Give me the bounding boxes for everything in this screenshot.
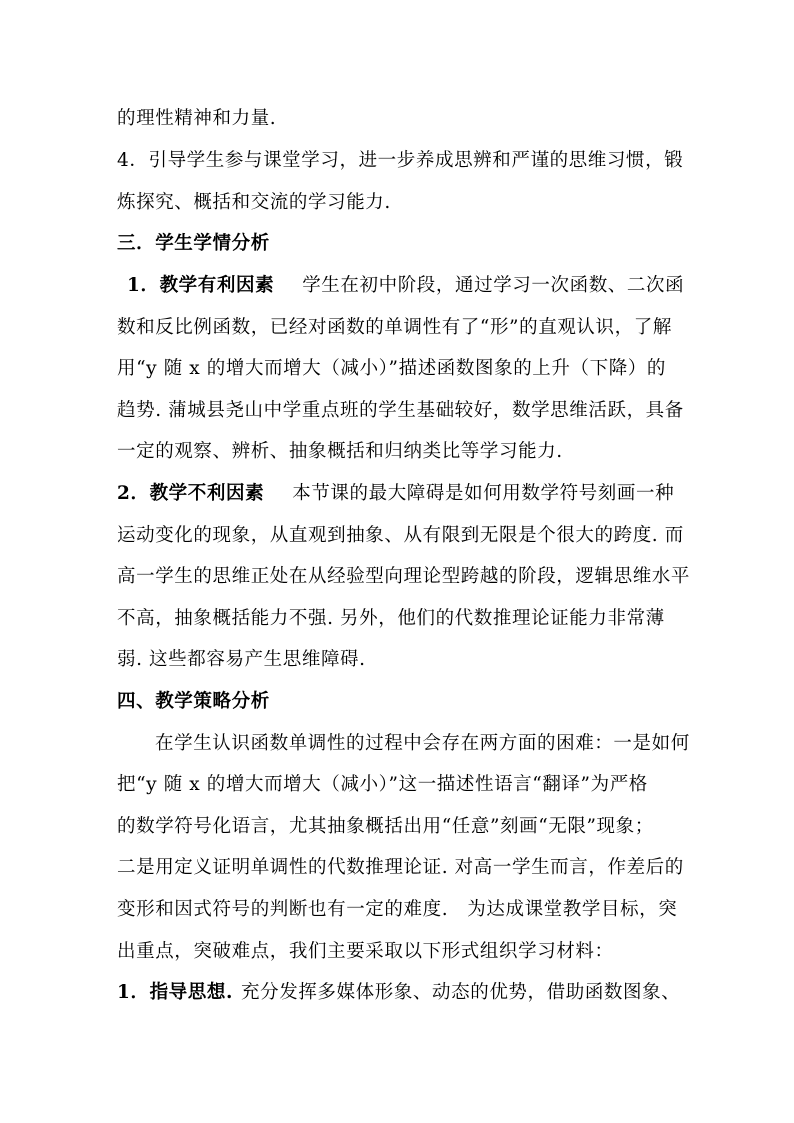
paragraph-line: 在学生认识函数单调性的过程中会存在两方面的困难：一是如何 (155, 733, 690, 754)
paragraph-line: 把“y 随 x 的增大而增大（减小）”这一描述性语言“翻译”为严格 (117, 774, 648, 795)
paragraph-line: 炼探究、概括和交流的学习能力. (117, 192, 391, 213)
paragraph-line: 的理性精神和力量. (117, 108, 277, 129)
paragraph-line: 高一学生的思维正处在从经验型向理论型跨越的阶段，逻辑思维水平 (117, 566, 691, 587)
paragraph-line: 变形和因式符号的判断也有一定的难度. 为达成课堂教学目标，突 (117, 899, 678, 920)
paragraph-line (127, 274, 685, 298)
paragraph-line: 趋势. 蒲城县尧山中学重点班的学生基础较好，数学思维活跃，具备 (117, 400, 684, 421)
paragraph-line (117, 482, 677, 506)
section-heading-4: 四、教学策略分析 (117, 691, 270, 712)
item-label: 1．教学有利因素 (127, 275, 275, 296)
paragraph-line: 不高，抽象概括能力不强. 另外，他们的代数推理论证能力非常薄 (117, 608, 665, 629)
paragraph-line: 运动变化的现象，从直观到抽象、从有限到无限是个很大的跨度. 而 (117, 525, 684, 546)
item-label: 1．指导思想. (117, 982, 234, 1003)
paragraph-line: 用“y 随 x 的增大而增大（减小）”描述函数图象的上升（下降）的 (117, 358, 666, 379)
item-text: 本节课的最大障碍是如何用数学符号刻画一种 (292, 483, 675, 504)
paragraph-line: 数和反比例函数，已经对函数的单调性有了“形”的直观认识，了解 (117, 317, 672, 338)
paragraph-line: 4．引导学生参与课堂学习，进一步养成思辨和严谨的思维习惯，锻 (117, 150, 684, 171)
item-text: 充分发挥多媒体形象、动态的优势，借助函数图象、 (241, 982, 681, 1003)
paragraph-line (117, 981, 681, 1005)
paragraph-line: 弱. 这些都容易产生思维障碍. (117, 649, 366, 670)
paragraph-line: 的数学符号化语言，尤其抽象概括出用“任意”刻画“无限”现象； (117, 816, 654, 837)
item-label: 2．教学不利因素 (117, 483, 265, 504)
paragraph-line: 出重点，突破难点，我们主要采取以下形式组织学习材料： (117, 941, 614, 962)
paragraph-line: 一定的观察、辨析、抽象概括和归纳类比等学习能力. (117, 441, 563, 462)
item-text: 学生在初中阶段，通过学习一次函数、二次函 (302, 275, 685, 296)
section-heading-3: 三．学生学情分析 (117, 233, 270, 254)
paragraph-line: 二是用定义证明单调性的代数推理论证. 对高一学生而言，作差后的 (117, 857, 684, 878)
